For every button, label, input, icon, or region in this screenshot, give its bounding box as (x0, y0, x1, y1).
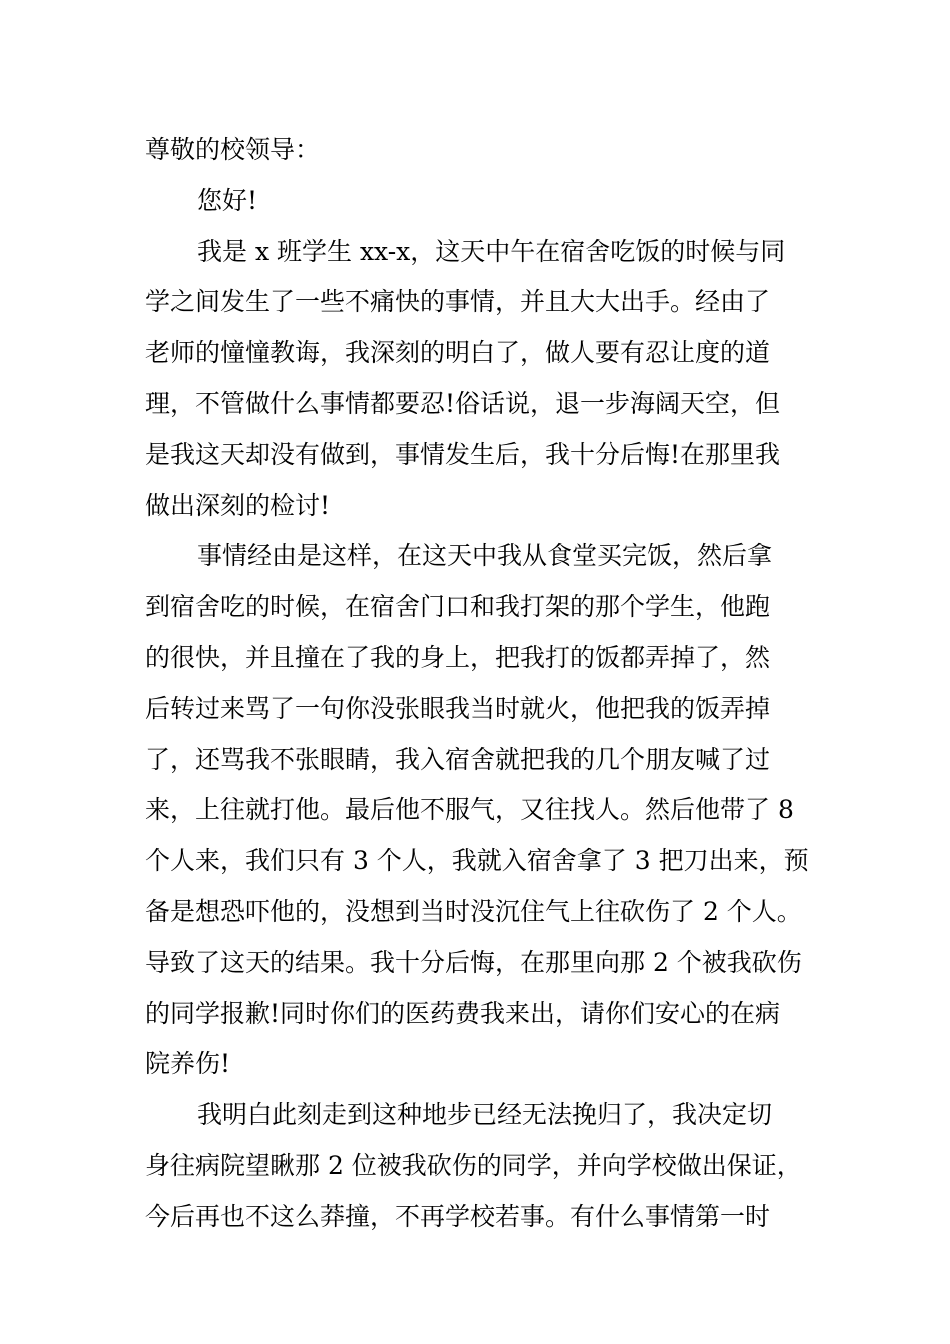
paragraph-line: 是我这天却没有做到，事情发生后，我十分后悔!在那里我 (145, 439, 781, 469)
paragraph-3 (145, 1090, 805, 1242)
paragraph-1 (145, 227, 805, 532)
paragraph-line: 我明白此刻走到这种地步已经无法挽归了，我决定切 (197, 1100, 773, 1130)
letter-page (145, 125, 809, 1243)
paragraph-line: 的很快，并且撞在了我的身上，把我打的饭都弄掉了，然 (145, 642, 771, 672)
paragraph-line: 后转过来骂了一句你没张眼我当时就火，他把我的饭弄掉 (145, 693, 771, 723)
paragraph-line: 理，不管做什么事情都要忍!俗话说，退一步海阔天空，但 (145, 388, 781, 418)
salutation: 尊敬的校领导： (145, 135, 321, 164)
paragraph-line: 来，上往就打他。最后他不服气，又往找人。然后他带了 8 (145, 795, 794, 825)
paragraph-line: 我是 x 班学生 xx-x，这天中午在宿舍吃饭的时候与同 (197, 236, 786, 266)
paragraph-line: 备是想恐吓他的，没想到当时没沉住气上往砍伤了 2 个人。 (145, 896, 802, 926)
paragraph-line: 的同学报歉!同时你们的医药费我来出，请你们安心的在病 (145, 998, 781, 1028)
paragraph-line: 个人来，我们只有 3 个人，我就入宿舍拿了 3 把刀出来，预 (145, 846, 809, 876)
paragraph-2 (145, 531, 809, 1090)
paragraph-line: 到宿舍吃的时候，在宿舍门口和我打架的那个学生，他跑 (145, 592, 771, 622)
paragraph-line: 学之间发生了一些不痛快的事情，并且大大出手。经由了 (145, 287, 771, 317)
paragraph-line: 老师的憧憧教诲，我深刻的明白了，做人要有忍让度的道 (145, 338, 771, 368)
paragraph-line: 身往病院望瞅那 2 位被我砍伤的同学，并向学校做出保证， (145, 1150, 802, 1180)
paragraph-line: 事情经由是这样，在这天中我从食堂买完饭，然后拿 (197, 541, 773, 571)
paragraph-line: 导致了这天的结果。我十分后悔，在那里向那 2 个被我砍伤 (145, 947, 802, 977)
paragraph-line: 做出深刻的检讨! (145, 490, 331, 520)
paragraph-line: 了，还骂我不张眼睛，我入宿舍就把我的几个朋友喊了过 (145, 744, 771, 774)
greeting: 您好! (197, 185, 258, 215)
paragraph-line: 院养伤! (145, 1049, 231, 1079)
paragraph-line: 今后再也不这么莽撞，不再学校若事。有什么事情第一时 (145, 1201, 771, 1231)
